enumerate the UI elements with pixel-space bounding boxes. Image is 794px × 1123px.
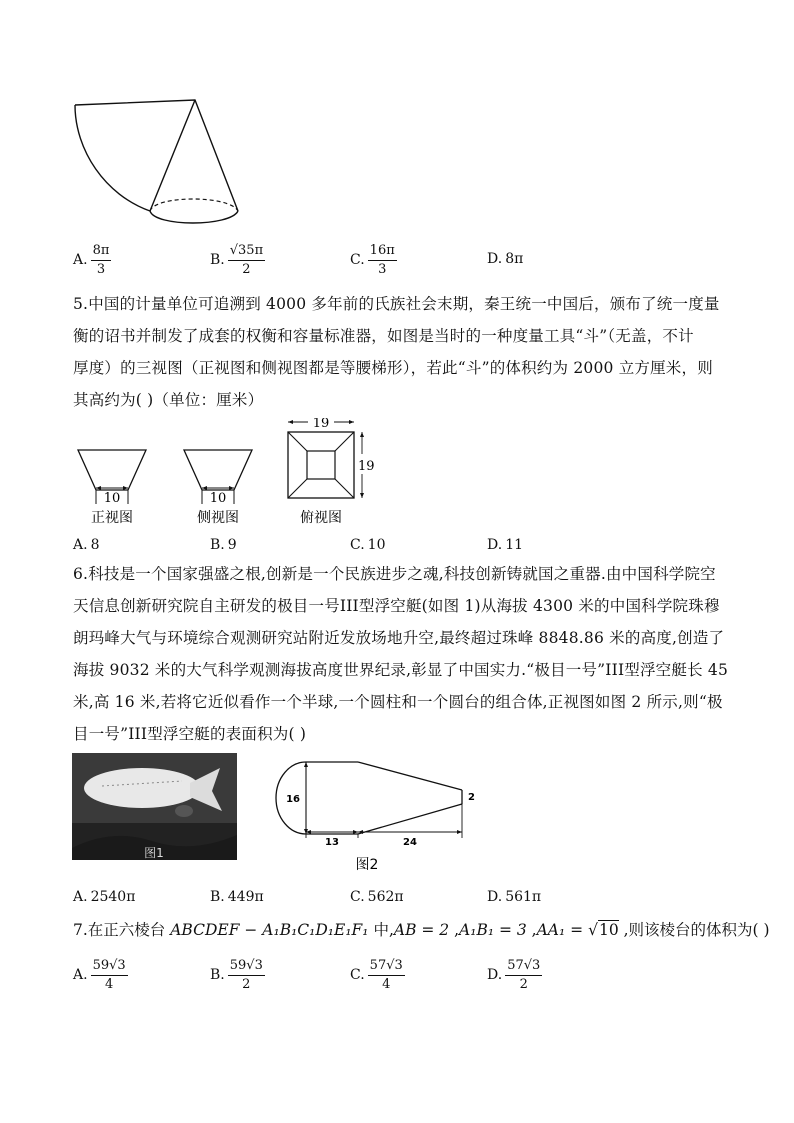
airship-photo	[72, 753, 237, 860]
frustum-name: ABCDEF − A₁B₁C₁D₁E₁F₁	[170, 921, 369, 939]
top-view-label: 俯视图	[300, 510, 342, 526]
cone-sector-figure	[70, 95, 250, 230]
tail-dim: 2	[468, 792, 475, 803]
airship-front-view	[270, 752, 490, 877]
fraction: $\frac{59√3}{4}$	[92, 958, 126, 992]
fraction: $\frac{59√3}{2}$	[229, 958, 263, 992]
fraction: $\frac{8\pi}{3}$	[92, 243, 110, 277]
q5-option-a[interactable]: A. 8	[73, 537, 100, 553]
q6-option-d[interactable]: D. 561π	[487, 889, 542, 905]
q6-option-c[interactable]: C. 562π	[350, 889, 404, 905]
fraction: $\frac{57√3}{2}$	[507, 958, 541, 992]
fig2-caption: 图2	[355, 857, 379, 873]
fig1-caption: 图1	[144, 846, 164, 860]
q4-option-c[interactable]: C. $\frac{16\pi}{3}$	[350, 243, 395, 277]
q7-option-c[interactable]: C. $\frac{57√3}{4}$	[350, 958, 403, 992]
side-view-label: 侧视图	[197, 510, 239, 526]
q7-option-a[interactable]: A. $\frac{59√3}{4}$	[73, 958, 126, 992]
q7-option-b[interactable]: B. $\frac{59√3}{2}$	[210, 958, 263, 992]
cylinder-length-dim: 13	[325, 837, 339, 848]
airship-image	[72, 753, 237, 860]
fraction: $\frac{57√3}{4}$	[369, 958, 403, 992]
height-dim: 16	[286, 794, 300, 805]
fraction: $\frac{16\pi}{3}$	[369, 243, 395, 277]
q4-option-b[interactable]: B. $\frac{√35\pi}{2}$	[210, 243, 264, 277]
three-view-figure	[70, 418, 390, 530]
side-base-dim: 10	[209, 491, 227, 506]
fraction: $\frac{√35\pi}{2}$	[229, 243, 264, 277]
q7-question-text: 7.在正六棱台 ABCDEF − A₁B₁C₁D₁E₁F₁ 中,AB = 2 ,A₁B₁ = 3 ,AA₁ = √10 ,则该棱台的体积为( )	[73, 921, 770, 939]
q6-option-b[interactable]: B. 449π	[210, 889, 264, 905]
q5-option-c[interactable]: C. 10	[350, 537, 386, 553]
front-view-label: 正视图	[91, 510, 133, 526]
q6-option-a[interactable]: A. 2540π	[73, 889, 136, 905]
q4-option-a[interactable]: A. $\frac{8\pi}{3}$	[73, 243, 110, 277]
q4-option-d[interactable]: D. 8π	[487, 251, 524, 267]
sqrt-sign: √	[588, 921, 598, 939]
q4-options	[73, 243, 753, 283]
front-base-dim: 10	[103, 491, 121, 506]
top-width-dim: 19	[312, 418, 330, 431]
top-height-dim: 19	[358, 459, 375, 474]
q5-question-text: 5.中国的计量单位可追溯到 4000 多年前的氏族社会末期，秦王统一中国后，颁布了统一度量 衡的诏书并制发了成套的权衡和容量标准器，如图是当时的一种度量工具“斗”（无盖，不计 厚度）的三视图（正视图和侧视图都是等腰梯形），若此“斗”的体积约为 2000 立方厘米，则 其高约为( )（单位：厘米）	[73, 295, 720, 409]
frustum-length-dim: 24	[403, 837, 417, 848]
q7-option-d[interactable]: D. $\frac{57√3}{2}$	[487, 958, 541, 992]
q7-options	[73, 958, 753, 998]
q6-question-text: 6.科技是一个国家强盛之根,创新是一个民族进步之魂,科技创新铸就国之重器.由中国科学院空 天信息创新研究院自主研发的极目一号III型浮空艇(如图 1)从海拔 4300 米的中国科学院珠穆 朗玛峰大气与环境综合观测研究站附近发放场地升空,最终超过珠峰 8848.86 米的高度,创造了 海拔 9032 米的大气科学观测海拔高度世界纪录,彰显了中国实力.“极目一号”III型浮空艇长 45 米,高 16 米,若将它近似看作一个半球,一个圆柱和一个圆台的组合体,正视图如图 2 所示,则“极 目一号”III型浮空艇的表面积为( )	[73, 565, 729, 743]
q5-option-b[interactable]: B. 9	[210, 537, 237, 553]
q5-option-d[interactable]: D. 11	[487, 537, 524, 553]
